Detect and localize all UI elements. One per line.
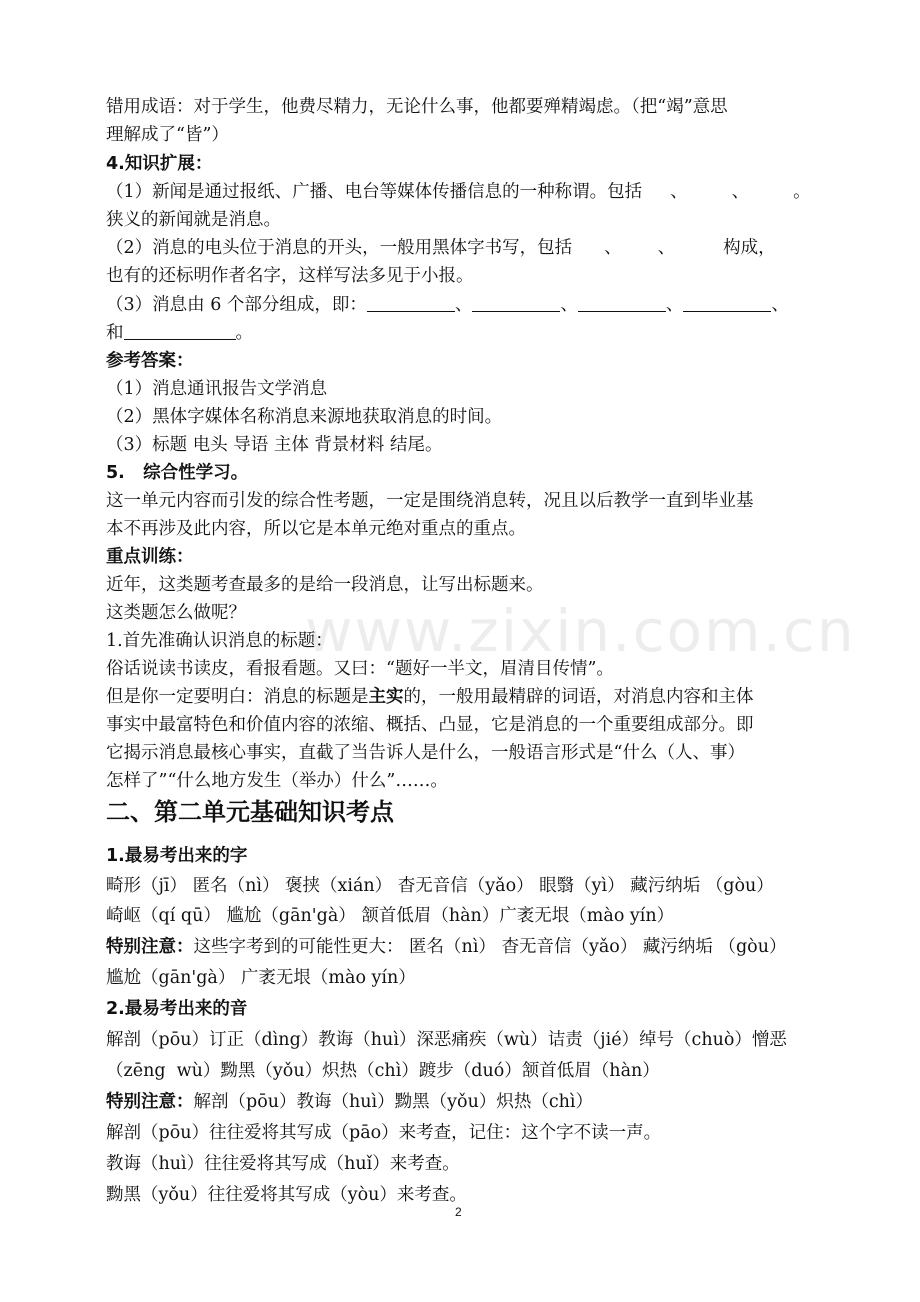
page-number: 2	[455, 1205, 462, 1219]
text-line: 也有的还标明作者名字，这样写法多见于小报。	[106, 266, 474, 286]
text-line: 解剖（pōu）订正（dìng）教诲（huì）深恶痛疾（wù）诘责（jié）绰号（chuò）憎恶	[106, 1030, 787, 1050]
answer-blank	[578, 293, 666, 312]
text-line: 特别注意：解剖（pōu）教诲（huì）黝黑（yǒu）炽热（chì）	[106, 1092, 594, 1112]
text-line: 尴尬（gān'gà） 广袤无垠（mào yín）	[106, 968, 416, 988]
text-line: 俗话说读书读皮，看报看题。又曰：“题好一半文，眉清目传情”。	[106, 659, 614, 679]
text-line: 黝黑（yǒu）往往爱将其写成（yòu）来考查。	[106, 1185, 467, 1205]
text-line: 特别注意：这些字考到的可能性更大： 匿名（nì） 杳无音信（yǎo） 藏污纳垢 （gòu）	[106, 937, 787, 957]
text-line: （2）黑体字媒体名称消息来源地获取消息的时间。	[106, 407, 503, 427]
note-label: 特别注意：	[106, 937, 194, 957]
text-line: 这类题怎么做呢？	[106, 603, 246, 623]
section-heading-training: 重点训练：	[106, 547, 194, 567]
section-heading-answers: 参考答案：	[106, 351, 194, 371]
unit-two-heading: 二、第二单元基础知识考点	[106, 798, 394, 826]
note-label: 特别注意：	[106, 1092, 194, 1112]
section-heading-sounds: 2.最易考出来的音	[106, 999, 248, 1019]
text-line-fill-blank: 和 。	[106, 323, 253, 343]
text-line-fill-blank: （2）消息的电头位于消息的开头，一般用黑体字书写，包括 、 、 构成，	[106, 238, 776, 258]
text-line: 但是你一定要明白：消息的标题是主实的，一般用最精辟的词语，对消息内容和主体	[106, 687, 754, 707]
answer-blank	[124, 321, 236, 340]
text-line: 本不再涉及此内容，所以它是本单元绝对重点的重点。	[106, 519, 526, 539]
text-line: 解剖（pōu）往往爱将其写成（pāo）来考查，记住：这个字不读一声。	[106, 1123, 662, 1143]
watermark: www.zixin.com.cn	[305, 597, 856, 665]
text-line: 它揭示消息最核心事实，直截了当告诉人是什么，一般语言形式是“什么（人、事）	[106, 743, 745, 763]
section-heading-knowledge: 4.知识扩展：	[106, 154, 213, 174]
text-line: 理解成了“皆”）	[106, 125, 229, 145]
section-heading-chars: 1.最易考出来的字	[106, 846, 248, 866]
text-line: 狭义的新闻就是消息。	[106, 210, 281, 230]
section-heading-comprehensive: 5. 综合性学习。	[106, 463, 249, 483]
text-line: （zēng wù）黝黑（yǒu）炽热（chì）踱步（duó）颔首低眉（hàn）	[106, 1061, 660, 1081]
text-line: （3）标题 电头 导语 主体 背景材料 结尾。	[106, 435, 443, 455]
text-line: 1.首先准确认识消息的标题：	[106, 631, 333, 651]
answer-blank	[683, 293, 771, 312]
text-line-fill-blank: （3）消息由 6 个部分组成，即： 、 、 、 、	[106, 295, 789, 315]
text-line: 错用成语：对于学生，他费尽精力，无论什么事，他都要殚精竭虑。（把“竭”意思	[106, 97, 728, 117]
answer-blank	[367, 293, 455, 312]
text-line: （1）消息通讯报告文学消息	[106, 379, 328, 399]
text-line: 怎样了”“什么地方发生（举办）什么”……。	[106, 771, 448, 791]
text-line: 教诲（huì）往往爱将其写成（huǐ）来考查。	[106, 1154, 460, 1174]
answer-blank	[472, 293, 560, 312]
text-line-fill-blank: （1）新闻是通过报纸、广播、电台等媒体传播信息的一种称谓。包括 、 、 。	[106, 182, 811, 202]
text-line: 这一单元内容而引发的综合性考题，一定是围绕消息转，况且以后教学一直到毕业基	[106, 491, 754, 511]
text-line: 崎岖（qí qū） 尴尬（gān'gà） 颔首低眉（hàn）广袤无垠（mào yín）	[106, 906, 675, 926]
emphasis-text: 主实	[368, 687, 404, 707]
text-line: 近年，这类题考查最多的是给一段消息，让写出标题来。	[106, 575, 544, 595]
text-line: 畸形（jī） 匿名（nì） 褒挟（xián） 杳无音信（yǎo） 眼翳（yì） 藏污纳垢 （gòu）	[106, 876, 774, 896]
text-line: 事实中最富特色和价值内容的浓缩、概括、凸显，它是消息的一个重要组成部分。即	[106, 715, 754, 735]
